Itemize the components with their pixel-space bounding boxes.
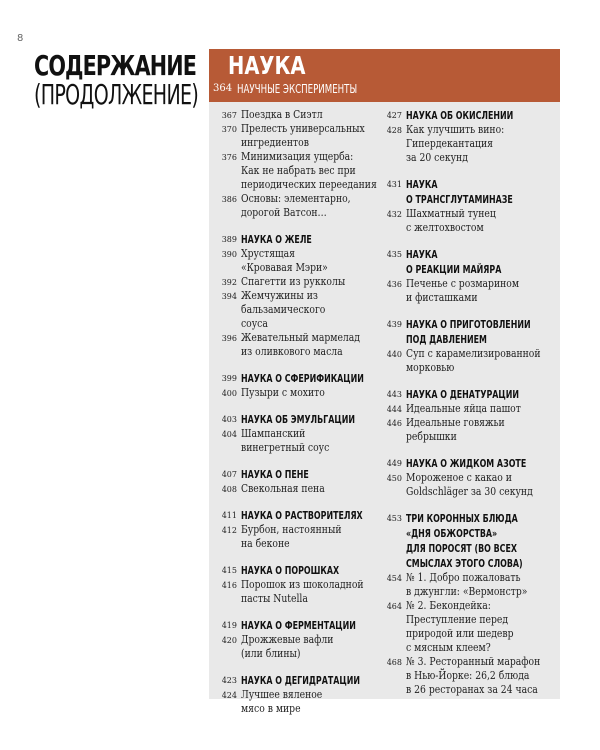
toc-heading-line: НАУКА О ЖЕЛЕ [241,233,312,246]
toc-entry-line: винегретный соус [241,441,330,454]
toc-page-number: 376 [221,153,237,162]
toc-entry-line: Идеальные говяжьи [406,416,505,429]
toc-page-number: 439 [386,320,402,329]
toc-entry-line: Мороженое с какао и [406,471,512,484]
toc-entry-line: Спагетти из рукколы [241,275,346,288]
toc-heading-row[interactable] [384,317,560,347]
page-number: 8 [17,33,24,44]
toc-entry-line: в Нью-Йорке: 26,2 блюда [406,669,530,682]
toc-entry-line: Как улучшить вино: [406,123,505,136]
toc-page-number: 436 [386,280,402,289]
toc-heading-row[interactable] [384,247,560,277]
toc-heading-row[interactable] [384,387,560,402]
toc-page-number: 394 [221,292,237,301]
toc-page-number: 453 [386,514,402,523]
toc-entry-line: № 2. Бекондейка: [406,599,491,612]
toc-heading-row[interactable] [209,563,384,578]
toc-heading-line: НАУКА [406,248,438,261]
toc-entry-line: № 3. Ресторанный марафон [406,655,541,668]
toc-section [384,456,560,499]
toc-page-number: 404 [221,430,237,439]
toc-heading-line: НАУКА О ДЕНАТУРАЦИИ [406,388,519,401]
toc-heading-row[interactable] [209,467,384,482]
toc-entry-line: Порошок из шоколадной [241,578,364,591]
toc-heading-row[interactable] [384,108,560,123]
toc-entry-line: за 20 секунд [406,151,468,164]
toc-text [241,386,341,400]
toc-page-number: 427 [386,111,402,120]
toc-entry-line: в 26 ресторанах за 24 часа [406,683,538,696]
toc-heading-line: НАУКА О ПЕНЕ [241,468,309,481]
toc-entry-line: Пузыри с мохито [241,386,325,399]
toc-section [384,177,560,235]
toc-section [209,563,384,606]
toc-text [241,467,335,482]
toc-text [406,416,523,444]
toc-entry-row[interactable] [384,123,560,165]
contents-column-right [384,108,560,709]
toc-section [209,508,384,551]
toc-text [241,673,406,688]
toc-text [241,618,401,633]
toc-entry-row[interactable] [209,633,384,661]
toc-entry-line: морковью [406,361,455,374]
toc-heading-row[interactable] [384,177,560,207]
toc-section [209,673,384,716]
toc-page-number: 367 [221,111,237,120]
toc-page-number: 446 [386,419,402,428]
toc-page-number: 435 [386,250,402,259]
toc-page-number: 392 [221,278,237,287]
toc-entry-row[interactable] [209,247,384,275]
toc-entry-line: из оливкового масла [241,345,343,358]
toc-heading-row[interactable] [384,511,560,571]
toc-page-number: 389 [221,235,237,244]
toc-page-number: 390 [221,250,237,259]
toc-page-number: 424 [221,691,237,700]
toc-page-number: 419 [221,621,237,630]
toc-section [209,371,384,400]
toc-section [209,108,384,220]
toc-text [241,688,338,716]
toc-entry-line: пасты Nutella [241,592,308,605]
toc-entry-line: Как не набрать вес при [241,164,356,177]
toc-heading-row[interactable] [384,456,560,471]
toc-heading-row[interactable] [209,371,384,386]
toc-heading-line: НАУКА [406,178,438,191]
toc-entry-line: Свекольная пена [241,482,325,495]
toc-text [406,571,551,599]
toc-text [406,511,568,571]
toc-entry-line: ингредиентов [241,136,309,149]
toc-text [406,247,538,277]
toc-heading-line: НАУКА О ПРИГОТОВЛЕНИИ [406,318,531,331]
toc-heading-row[interactable] [209,232,384,247]
toc-text [241,122,388,150]
toc-entry-row[interactable] [384,277,560,305]
toc-entry-line: Гипердекантация [406,137,493,150]
toc-entry-line: Goldschläger за 30 секунд [406,485,533,498]
toc-entry-line: Преступление перед [406,613,509,626]
toc-heading-line: О РЕАКЦИИ МАЙЯРА [406,263,502,276]
toc-entry-row[interactable] [209,523,384,551]
toc-entry-row[interactable] [209,192,384,220]
toc-text [241,192,371,220]
toc-entry-line: № 1. Добро пожаловать [406,571,521,584]
toc-section [384,108,560,165]
toc-text [406,277,541,305]
toc-text [241,331,383,359]
section-title: НАУКА [228,51,306,80]
toc-entry-row[interactable] [384,347,560,375]
toc-entry-line: Дрожжевые вафли [241,633,334,646]
toc-page-number: 449 [386,459,402,468]
contents-column-left [209,108,384,728]
toc-entry-row[interactable] [209,150,384,192]
toc-page-number: 370 [221,125,237,134]
toc-page-number: 432 [386,210,402,219]
toc-text [406,108,555,123]
toc-entry-row[interactable] [209,482,384,496]
toc-heading-line: НАУКА О СФЕРИФИКАЦИИ [241,372,364,385]
toc-text [406,123,523,165]
toc-page-number: 403 [221,415,237,424]
toc-heading-row[interactable] [209,618,384,633]
toc-entry-line: (или блины) [241,647,301,660]
toc-page-number: 416 [221,581,237,590]
toc-page-number: 423 [221,676,237,685]
toc-text [406,207,513,235]
toc-text [406,387,563,402]
toc-text [241,289,341,331]
toc-entry-line: Шампанский [241,427,306,440]
contents-subtitle: (ПРОДОЛЖЕНИЕ) [34,78,199,111]
toc-text [406,456,573,471]
toc-heading-line: ПОД ДАВЛЕНИЕМ [406,333,487,346]
toc-heading-line: ДЛЯ ПОРОСЯТ (ВО ВСЕХ [406,542,517,555]
toc-entry-line: Хрустящая [241,247,295,260]
toc-entry-row[interactable] [209,122,384,150]
toc-entry-row[interactable] [384,402,560,416]
toc-heading-line: НАУКА О ПОРОШКАХ [241,564,340,577]
toc-entry-row[interactable] [209,289,384,331]
toc-entry-row[interactable] [384,571,560,599]
toc-text [241,275,365,289]
toc-text [241,563,377,578]
toc-page-number: 408 [221,485,237,494]
toc-text [241,427,346,455]
toc-page-number: 431 [386,180,402,189]
toc-entry-line: Суп с карамелизированной [406,347,541,360]
toc-entry-line: мясо в мире [241,702,301,715]
toc-entry-line: с желтохвостом [406,221,484,234]
toc-entry-line: Бурбон, настоянный [241,523,342,536]
toc-heading-row[interactable] [209,673,384,688]
toc-text [241,523,361,551]
toc-page-number: 440 [386,350,402,359]
toc-text [241,247,344,275]
toc-text [241,232,339,247]
toc-text [406,599,534,655]
toc-section [384,511,560,697]
toc-entry-line: Поездка в Сиэтл [241,108,323,121]
toc-entry-line: Жемчужины из [241,289,318,302]
toc-entry-row[interactable] [209,386,384,400]
toc-entry-line: дорогой Ватсон… [241,206,327,219]
toc-entry-line: ребрышки [406,430,457,443]
toc-page-number: 399 [221,374,237,383]
toc-entry-row[interactable] [384,416,560,444]
toc-section [209,467,384,496]
toc-entry-line: Печенье с розмарином [406,277,520,290]
toc-page-number: 428 [386,126,402,135]
toc-entry-line: в джунгли: «Вермонстр» [406,585,528,598]
toc-page-number: 450 [386,474,402,483]
toc-entry-line: Лучшее вяленое [241,688,323,701]
toc-page-number: 396 [221,334,237,343]
contents-title: СОДЕРЖАНИЕ [34,49,196,82]
toc-heading-line: НАУКА ОБ ОКИСЛЕНИИ [406,109,514,122]
toc-text [406,655,566,697]
toc-entry-row[interactable] [384,207,560,235]
toc-entry-row[interactable] [209,688,384,716]
toc-entry-line: «Кровавая Мэри» [241,261,328,274]
toc-entry-line: Жевательный мармелад [241,331,360,344]
toc-text [241,108,338,122]
toc-entry-line: Прелесть универсальных [241,122,365,135]
toc-text [406,402,543,416]
toc-entry-line: Основы: элементарно, [241,192,351,205]
toc-heading-line: ТРИ КОРОННЫХ БЛЮДА [406,512,518,525]
toc-page-number: 443 [386,390,402,399]
toc-text [406,471,557,499]
toc-section [209,232,384,359]
toc-text [241,578,387,606]
toc-entry-line: Шахматный тунец [406,207,496,220]
toc-text [241,150,403,192]
toc-entry-row[interactable] [384,471,560,499]
toc-entry-row[interactable] [384,655,560,697]
toc-page-number: 411 [221,511,237,520]
section-page-number: 364 [213,83,233,94]
toc-heading-line: НАУКА О ФЕРМЕНТАЦИИ [241,619,356,632]
toc-page-number: 415 [221,566,237,575]
toc-page-number: 412 [221,526,237,535]
toc-heading-row[interactable] [209,412,384,427]
toc-text [406,317,579,347]
toc-heading-line: НАУКА О РАСТВОРИТЕЛЯХ [241,509,363,522]
toc-entry-line: с мясным клеем? [406,641,491,654]
toc-entry-line: бальзамического [241,303,326,316]
toc-section [384,317,560,375]
toc-entry-line: Идеальные яйца пашот [406,402,521,415]
toc-entry-row[interactable] [209,331,384,359]
section-subtitle: НАУЧНЫЕ ЭКСПЕРИМЕНТЫ [237,82,358,96]
toc-heading-line: НАУКА О ДЕГИДРАТАЦИИ [241,674,360,687]
toc-entry-row[interactable] [209,275,384,289]
toc-text [241,482,341,496]
toc-text [406,177,554,207]
toc-page-number: 407 [221,470,237,479]
toc-page-number: 400 [221,389,237,398]
toc-heading-line: СМЫСЛАХ ЭТОГО СЛОВА) [406,557,523,570]
toc-text [241,412,399,427]
toc-entry-line: и фисташками [406,291,478,304]
toc-entry-row[interactable] [209,108,384,122]
toc-section [384,387,560,444]
toc-text [406,347,566,375]
toc-entry-row[interactable] [384,599,560,655]
toc-entry-row[interactable] [209,578,384,606]
toc-entry-line: соуса [241,317,268,330]
toc-section [209,412,384,455]
toc-section [384,247,560,305]
toc-heading-line: НАУКА О ЖИДКОМ АЗОТЕ [406,457,527,470]
toc-heading-line: О ТРАНСГЛУТАМИНАЗЕ [406,193,513,206]
toc-text [241,633,351,661]
toc-page-number: 468 [386,658,402,667]
toc-page-number: 464 [386,602,402,611]
toc-entry-line: природой или шедевр [406,627,514,640]
toc-entry-line: Минимизация ущерба: [241,150,354,163]
toc-entry-line: периодических переедания [241,178,377,191]
toc-heading-line: НАУКА ОБ ЭМУЛЬГАЦИИ [241,413,355,426]
toc-page-number: 386 [221,195,237,204]
toc-page-number: 420 [221,636,237,645]
toc-page-number: 444 [386,405,402,414]
toc-heading-line: «ДНЯ ОБЖОРСТВА» [406,527,498,540]
toc-section [209,618,384,661]
toc-heading-row[interactable] [209,508,384,523]
toc-entry-row[interactable] [209,427,384,455]
toc-entry-line: на беконе [241,537,290,550]
toc-page-number: 454 [386,574,402,583]
